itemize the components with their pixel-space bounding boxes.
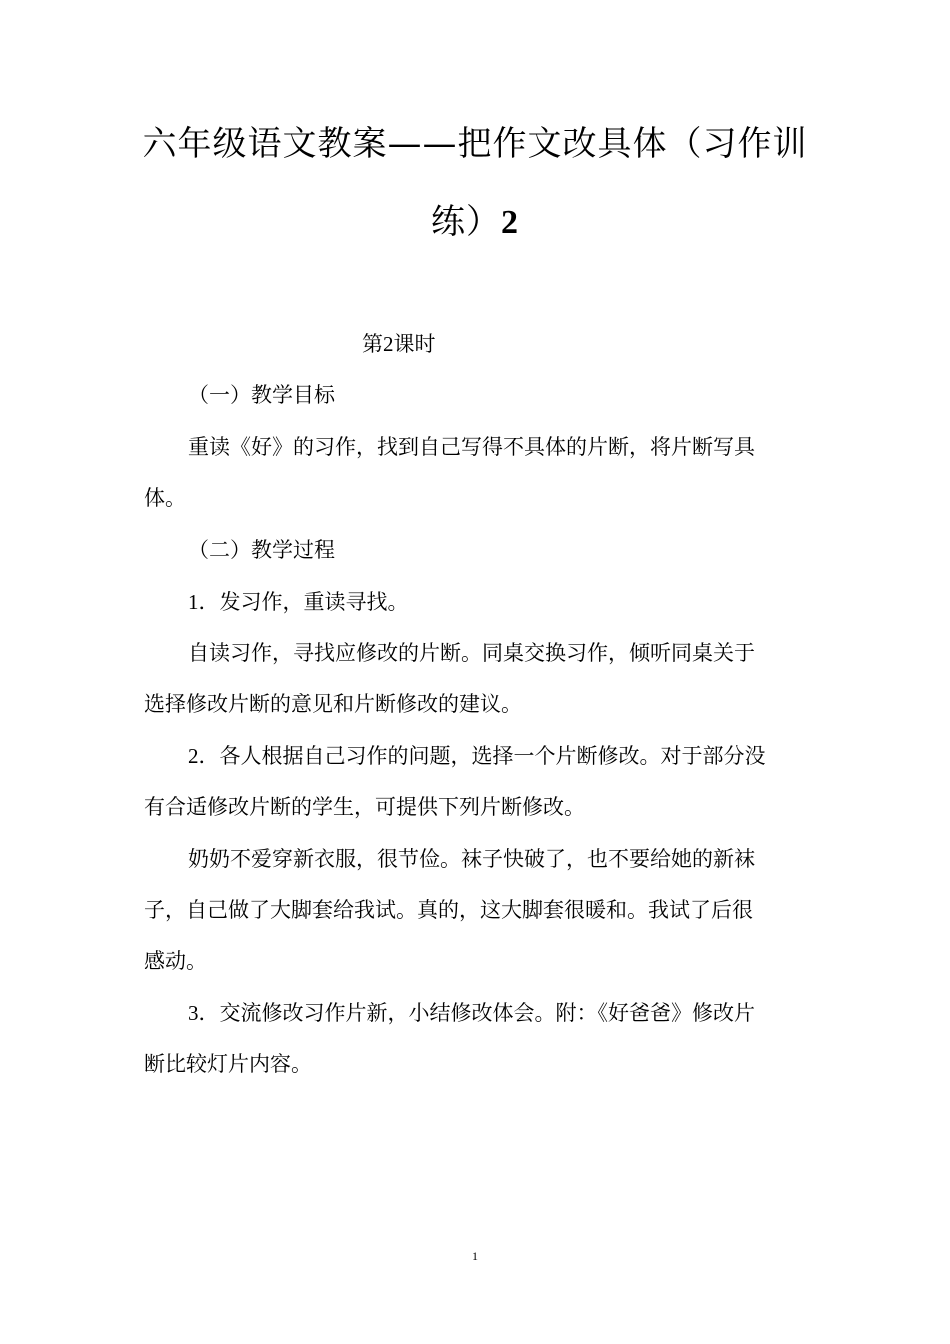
step-2-line-2: 有合适修改片断的学生，可提供下列片断修改。 (144, 795, 585, 819)
lesson-label (362, 330, 436, 358)
section-2-heading: （二）教学过程 (188, 538, 335, 562)
lesson-prefix: 第 (362, 332, 383, 356)
step-1-heading (188, 588, 409, 616)
example-line-1: 奶奶不爱穿新衣服，很节俭。袜子快破了，也不要给她的新袜 (188, 847, 755, 871)
title-number: 2 (501, 204, 519, 241)
example-line-2: 子，自己做了大脚套给我试。真的，这大脚套很暖和。我试了后很 (144, 898, 753, 922)
step-3-text: ．交流修改习作片新，小结修改体会。附：《好爸爸》修改片 (198, 1001, 755, 1025)
section-1-heading: （一）教学目标 (188, 383, 335, 407)
lesson-suffix: 课时 (393, 332, 436, 356)
step-3-line-2: 断比较灯片内容。 (144, 1052, 312, 1076)
step-3-line-1 (188, 999, 755, 1027)
lesson-number: 2 (383, 332, 394, 356)
step-2-number: 2 (188, 744, 199, 768)
step-3-number: 3 (188, 1001, 199, 1025)
step-1-paragraph-line-2: 选择修改片断的意见和片断修改的建议。 (144, 692, 522, 716)
step-1-text: ．发习作，重读寻找。 (198, 590, 409, 614)
step-2-text: ．各人根据自己习作的问题，选择一个片断修改。对于部分没 (198, 744, 766, 768)
document-title-line-1: 六年级语文教案——把作文改具体（习作训 (142, 124, 808, 164)
step-1-number: 1 (188, 590, 199, 614)
step-2-line-1 (188, 742, 766, 770)
step-1-paragraph-line-1: 自读习作，寻找应修改的片断。同桌交换习作，倾听同桌关于 (188, 641, 755, 665)
example-line-3: 感动。 (144, 949, 207, 973)
document-title-line-2 (140, 202, 810, 243)
page-number: 1 (472, 1249, 478, 1263)
section-1-paragraph-line-2: 体。 (144, 486, 186, 510)
title-text: 练） (431, 202, 501, 242)
section-1-paragraph-line-1: 重读《好》的习作，找到自己写得不具体的片断，将片断写具 (188, 435, 755, 459)
